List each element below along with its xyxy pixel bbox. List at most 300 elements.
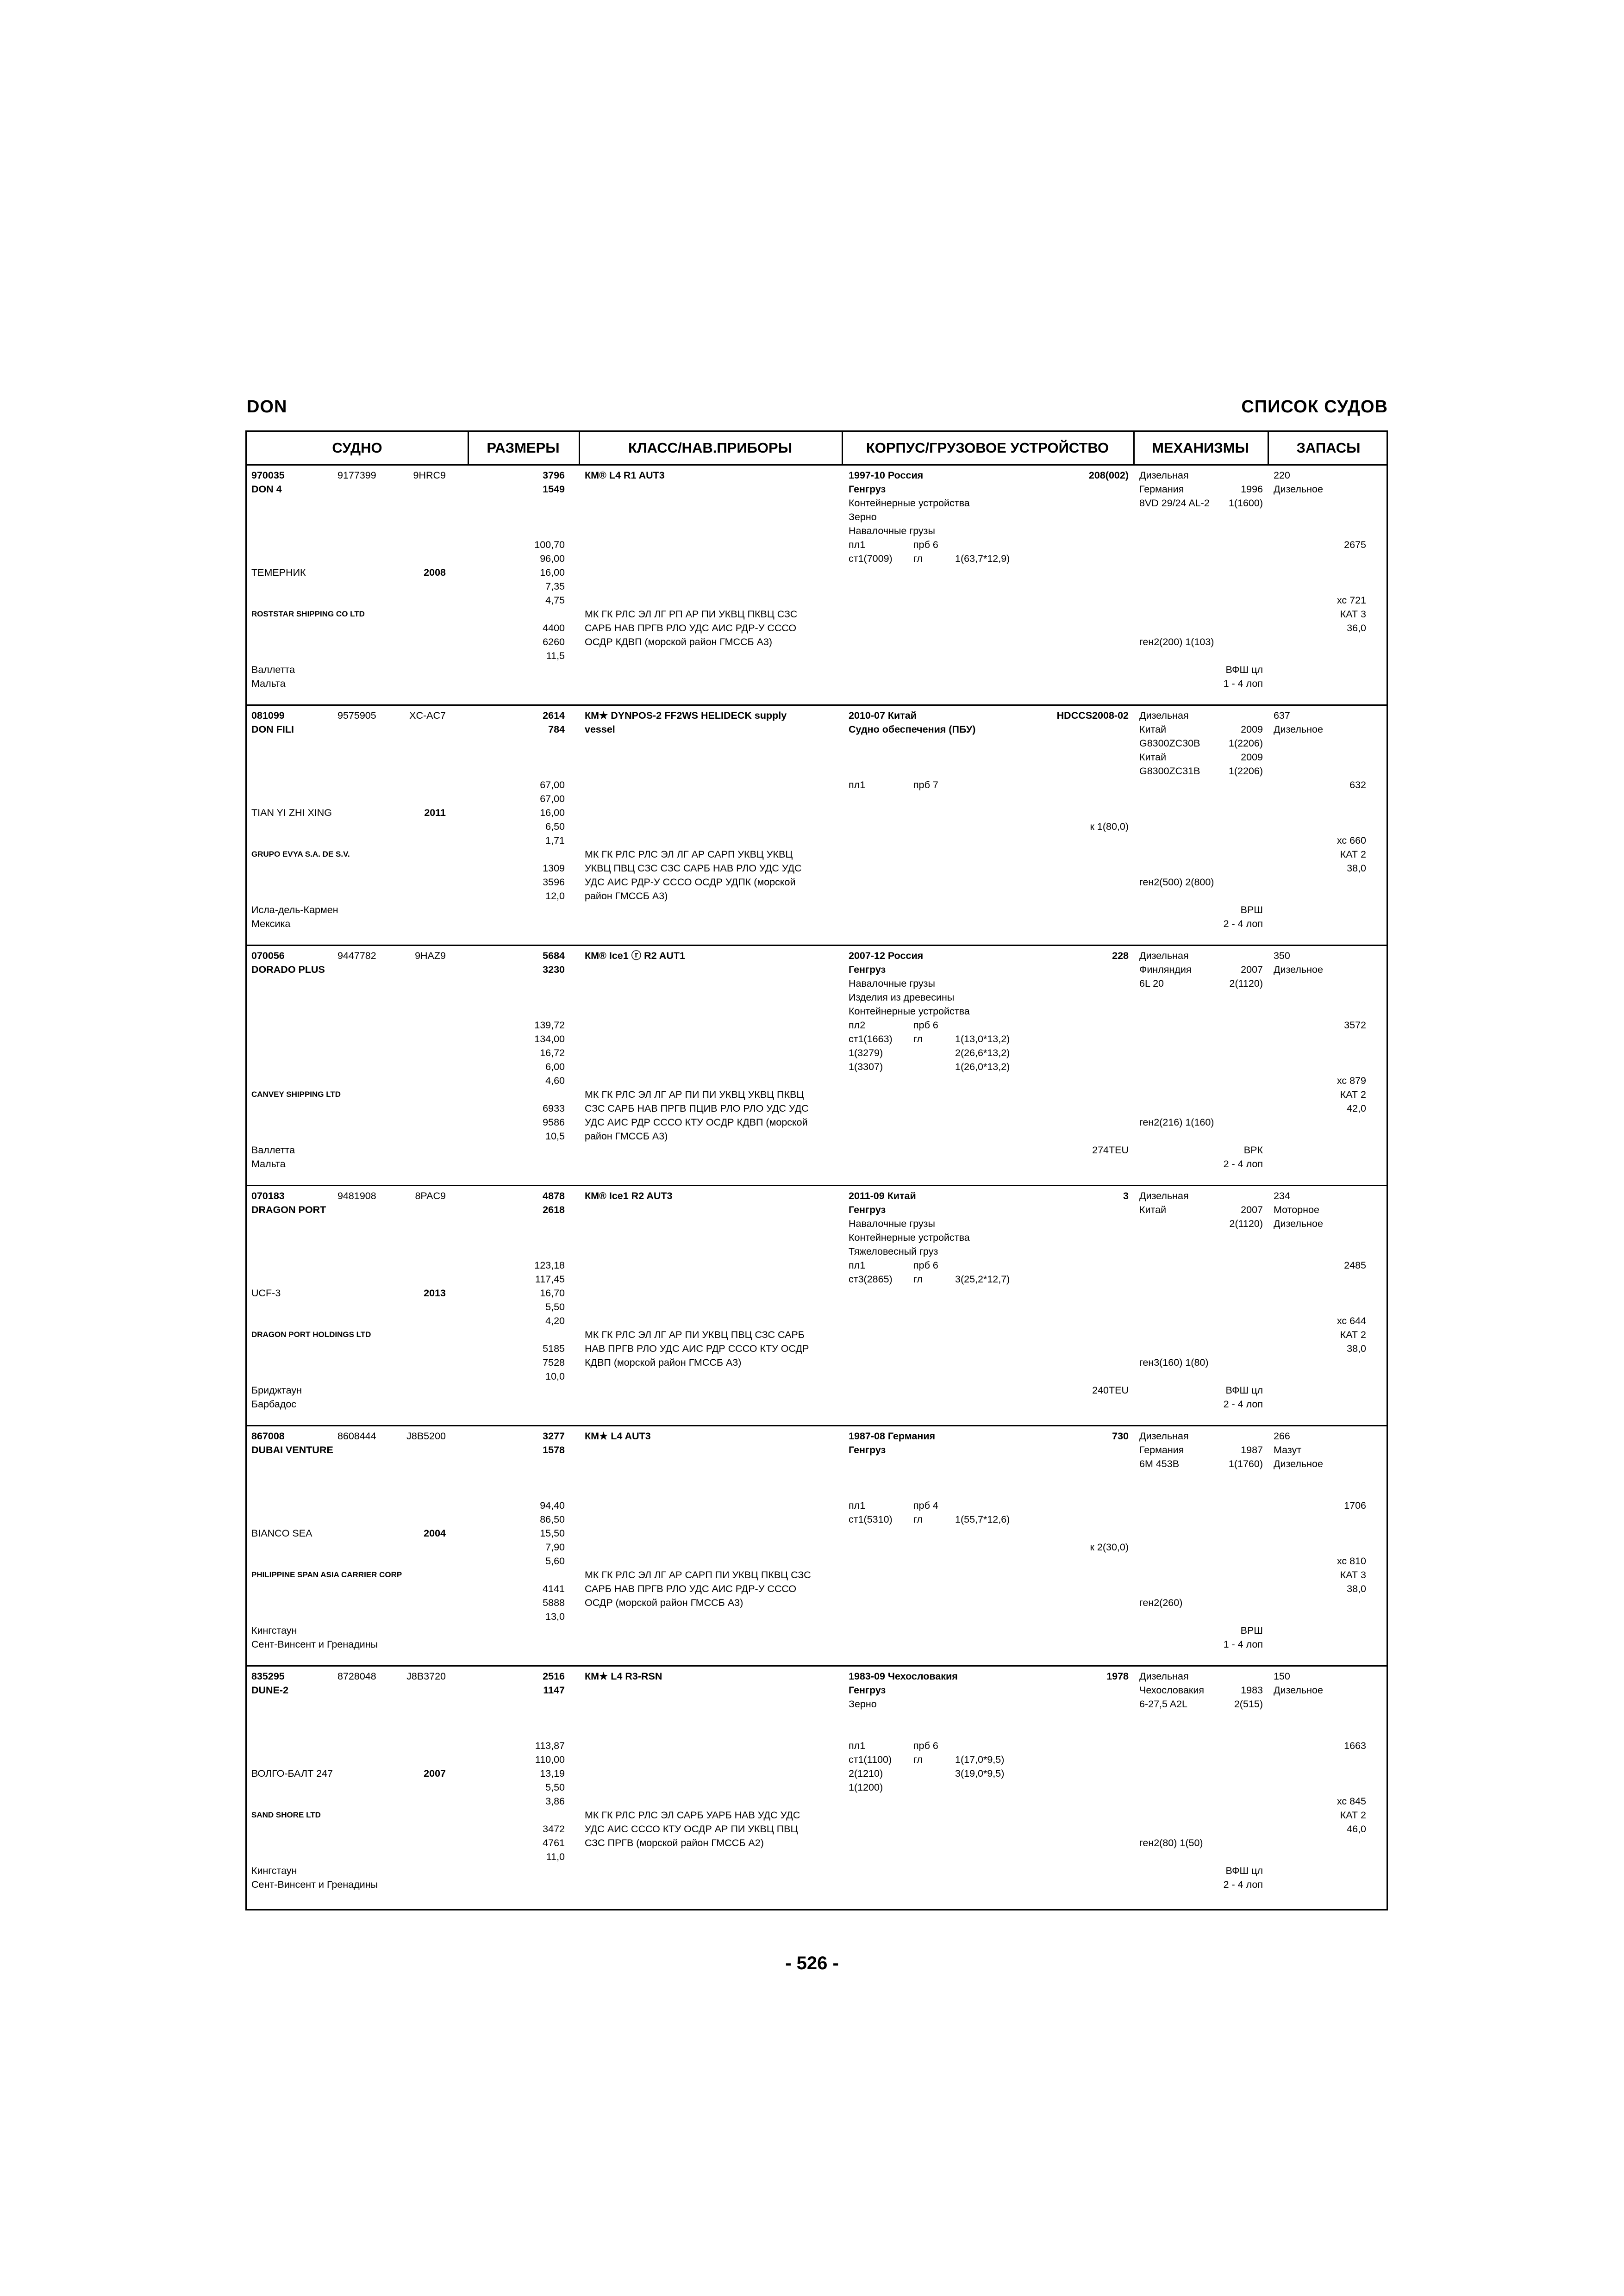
engine-info: G8300ZC30B	[1139, 738, 1200, 749]
dimension-value: 110,00	[535, 1754, 565, 1765]
vessel-name: DUBAI VENTURE	[251, 1444, 333, 1456]
propeller-blades: 1 - 4 лоп	[1223, 678, 1263, 689]
hatch-size: 3(25,2*12,7)	[955, 1274, 1010, 1285]
dimension-value: 7,35	[545, 581, 565, 592]
flag-state: Сент-Винсент и Гренадины	[251, 1639, 378, 1650]
engine-info: 8VD 29/24 AL-2	[1139, 498, 1210, 509]
column-header-dimensions: РАЗМЕРЫ	[487, 440, 560, 456]
nav-equipment-line: МК ГК РЛС ЭЛ ЛГ АР ПИ УКВЦ ПВЦ СЗС САРБ	[585, 1329, 805, 1340]
engine-detail: 2007	[1241, 1204, 1263, 1215]
flag-state: Мексика	[251, 918, 291, 929]
supply-value: хс 660	[1337, 835, 1366, 846]
engine-info: Дизельная	[1139, 1671, 1189, 1682]
former-name-year: 2008	[424, 567, 446, 578]
hold-capacity: ст3(2865)	[849, 1274, 893, 1285]
engine-info: Дизельная	[1139, 950, 1189, 961]
dimension-value: 13,19	[540, 1768, 565, 1779]
net-tonnage: 1147	[543, 1685, 565, 1696]
supply-value: хс 879	[1337, 1075, 1366, 1086]
supply-value: хс 644	[1337, 1315, 1366, 1326]
supply-value: 46,0	[1347, 1823, 1366, 1835]
project-number: 3	[1123, 1190, 1129, 1201]
page-number: - 526 -	[785, 1953, 839, 1973]
nav-equipment-line: НАВ ПРГВ РЛО УДС АИС РДР СССО КТУ ОСДР	[585, 1343, 809, 1354]
hatch-type: прб 6	[913, 1260, 938, 1271]
supply-category: КАТ 2	[1340, 849, 1366, 860]
gross-tonnage: 4878	[543, 1190, 565, 1201]
hatch-size: 1(26,0*13,2)	[955, 1061, 1010, 1072]
running-header-right: СПИСОК СУДОВ	[1241, 397, 1388, 417]
propeller-blades: 1 - 4 лоп	[1223, 1639, 1263, 1650]
dimension-value: 5888	[543, 1597, 565, 1608]
fuel-type: Дизельное	[1274, 1218, 1323, 1229]
port-of-registry: Валлетта	[251, 664, 295, 675]
supply-value: 38,0	[1347, 1343, 1366, 1354]
dimension-value: 67,00	[540, 779, 565, 790]
flag-state: Барбадос	[251, 1399, 297, 1410]
generator-info: ген2(216) 1(160)	[1139, 1117, 1214, 1128]
cargo-type: Контейнерные устройства	[849, 1232, 970, 1243]
supply-category: КАТ 2	[1340, 1089, 1366, 1100]
dimension-value: 3,86	[545, 1796, 565, 1807]
dimension-value: 11,0	[546, 1851, 565, 1862]
nav-equipment-line: МК ГК РЛС РЛС ЭЛ ЛГ АР САРП УКВЦ УКВЦ	[585, 849, 793, 860]
hatch-size: 2(26,6*13,2)	[955, 1047, 1010, 1058]
net-tonnage: 784	[548, 724, 565, 735]
cargo-type: Контейнерные устройства	[849, 1006, 970, 1017]
column-header-hull: КОРПУС/ГРУЗОВОЕ УСТРОЙСТВО	[866, 440, 1109, 456]
dimension-value: 5185	[543, 1343, 565, 1354]
dimension-value: 5,60	[545, 1556, 565, 1567]
generator-info: ген2(260)	[1139, 1597, 1183, 1608]
call-sign: 9HAZ9	[415, 950, 446, 961]
engine-info: Дизельная	[1139, 1431, 1189, 1442]
header-divider	[579, 432, 580, 464]
net-tonnage: 1578	[543, 1444, 565, 1456]
cargo-type: Контейнерные устройства	[849, 498, 970, 509]
container-capacity: 274TEU	[1092, 1145, 1129, 1156]
dimension-value: 67,00	[540, 793, 565, 804]
nav-equipment-line: район ГМССБ А3)	[585, 1131, 668, 1142]
fuel-type: Дизельное	[1274, 1458, 1323, 1469]
supply-value: 1663	[1344, 1740, 1366, 1751]
hold-capacity: пл2	[849, 1020, 866, 1031]
build-year-country: 1983-09 Чехословакия	[849, 1671, 958, 1682]
supply-value: 38,0	[1347, 1583, 1366, 1594]
dimension-value: 13,0	[545, 1611, 565, 1622]
build-year-country: 2007-12 Россия	[849, 950, 924, 961]
engine-info: Дизельная	[1139, 710, 1189, 721]
former-name-year: 2004	[424, 1528, 446, 1539]
port-of-registry: Кингстаун	[251, 1865, 297, 1876]
dimension-value: 4141	[543, 1583, 565, 1594]
nav-equipment-line: СЗС САРБ НАВ ПРГВ ПЦИВ РЛО РЛО УДС УДС	[585, 1103, 809, 1114]
net-tonnage: 1549	[543, 484, 565, 495]
dimension-value: 3596	[543, 877, 565, 888]
cargo-type: Генгруз	[849, 1204, 886, 1215]
vessel-name: DON FILI	[251, 724, 294, 735]
class-notation: КМ★ L4 AUT3	[585, 1431, 651, 1442]
build-year-country: 1987-08 Германия	[849, 1431, 936, 1442]
engine-detail: 1(2206)	[1228, 765, 1263, 777]
former-name: ТЕМЕРНИК	[251, 567, 306, 578]
hold-capacity: пл1	[849, 539, 866, 550]
propeller-blades: 2 - 4 лоп	[1223, 1158, 1263, 1170]
hatch-size: 1(17,0*9,5)	[955, 1754, 1005, 1765]
cargo-type: Навалочные грузы	[849, 978, 935, 989]
call-sign: J8B3720	[406, 1671, 446, 1682]
build-year-country: 1997-10 Россия	[849, 470, 924, 481]
flag-state: Мальта	[251, 1158, 286, 1170]
nav-equipment-line: МК ГК РЛС ЭЛ ЛГ АР САРП ПИ УКВЦ ПКВЦ СЗС	[585, 1569, 811, 1580]
engine-detail: 1996	[1241, 484, 1263, 495]
nav-equipment-line: УДС АИС СССО КТУ ОСДР АР ПИ УКВЦ ПВЦ	[585, 1823, 798, 1835]
ship-record	[247, 946, 1387, 1186]
vessel-name: DUNE-2	[251, 1685, 289, 1696]
hold-capacity: ст1(1663)	[849, 1033, 893, 1045]
ship-record	[247, 466, 1387, 706]
supply-value: 2485	[1344, 1260, 1366, 1271]
dimension-value: 5,50	[545, 1301, 565, 1313]
fuel-type: Дизельное	[1274, 484, 1323, 495]
cargo-type: Навалочные грузы	[849, 1218, 935, 1229]
column-header-class: КЛАСС/НАВ.ПРИБОРЫ	[628, 440, 793, 456]
nav-equipment-line: ОСДР КДВП (морской район ГМССБ А3)	[585, 636, 773, 647]
engine-detail: 2(515)	[1234, 1699, 1263, 1710]
imo-number: 9575905	[337, 710, 376, 721]
supply-category: КАТ 2	[1340, 1329, 1366, 1340]
dimension-value: 4,75	[545, 595, 565, 606]
ship-record	[247, 1186, 1387, 1426]
dimension-value: 3472	[543, 1823, 565, 1835]
engine-detail: 2009	[1241, 724, 1263, 735]
fuel-capacity: 220	[1274, 470, 1290, 481]
dimension-value: 5,50	[545, 1782, 565, 1793]
project-number: 1978	[1106, 1671, 1129, 1682]
net-tonnage: 3230	[543, 964, 565, 975]
call-sign: 9HRC9	[413, 470, 446, 481]
dimension-value: 123,18	[534, 1260, 565, 1271]
cargo-type: Судно обеспечения (ПБУ)	[849, 724, 976, 735]
call-sign: 8PAC9	[415, 1190, 446, 1201]
dimension-value: 86,50	[540, 1514, 565, 1525]
vessel-name: DRAGON PORT	[251, 1204, 326, 1215]
build-year-country: 2011-09 Китай	[849, 1190, 916, 1201]
dimension-value: 4,20	[545, 1315, 565, 1326]
net-tonnage: 2618	[543, 1204, 565, 1215]
fuel-capacity: 637	[1274, 710, 1290, 721]
header-divider	[842, 432, 843, 464]
registry-number: 835295	[251, 1671, 285, 1682]
dimension-value: 100,70	[534, 539, 565, 550]
supply-category: КАТ 2	[1340, 1810, 1366, 1821]
engine-info: 6L 20	[1139, 978, 1164, 989]
port-of-registry: Кингстаун	[251, 1625, 297, 1636]
dimension-value: 134,00	[534, 1033, 565, 1045]
supply-value: 1706	[1344, 1500, 1366, 1511]
owner-name: SAND SHORE LTD	[251, 1811, 321, 1819]
supply-value: хс 845	[1337, 1796, 1366, 1807]
owner-name: ROSTSTAR SHIPPING CO LTD	[251, 610, 365, 618]
dimension-value: 11,5	[546, 650, 565, 661]
propeller-blades: 2 - 4 лоп	[1223, 918, 1263, 929]
hatch-type: гл	[913, 553, 923, 564]
propeller-type: ВРК	[1243, 1145, 1263, 1156]
dimension-value: 10,0	[545, 1371, 565, 1382]
hatch-type: прб 6	[913, 539, 938, 550]
engine-info: Китай	[1139, 752, 1167, 763]
dimension-value: 6933	[543, 1103, 565, 1114]
dimension-value: 16,00	[540, 807, 565, 818]
gross-tonnage: 3277	[543, 1431, 565, 1442]
hatch-size: 1(63,7*12,9)	[955, 553, 1010, 564]
dimension-value: 4400	[543, 622, 565, 634]
hold-capacity: 2(1210)	[849, 1768, 883, 1779]
engine-detail: 1983	[1241, 1685, 1263, 1696]
hold-capacity: 1(3307)	[849, 1061, 883, 1072]
hold-capacity: пл1	[849, 1740, 866, 1751]
cargo-type: Зерно	[849, 511, 877, 523]
supply-category: КАТ 3	[1340, 1569, 1366, 1580]
port-of-registry: Исла-дель-Кармен	[251, 904, 338, 915]
supply-value: 42,0	[1347, 1103, 1366, 1114]
dimension-value: 16,00	[540, 567, 565, 578]
project-number: 208(002)	[1088, 470, 1129, 481]
dimension-value: 117,45	[535, 1274, 565, 1285]
supply-value: 2675	[1344, 539, 1366, 550]
engine-detail: 2009	[1241, 752, 1263, 763]
engine-detail: 1(1600)	[1228, 498, 1263, 509]
build-year-country: 2010-07 Китай	[849, 710, 917, 721]
hold-capacity: пл1	[849, 1260, 866, 1271]
engine-info: Китай	[1139, 724, 1167, 735]
registry-number: 867008	[251, 1431, 285, 1442]
class-notation: КМ® Ice1 R2 AUT3	[585, 1190, 673, 1201]
column-header-supplies: ЗАПАСЫ	[1296, 440, 1361, 456]
registry-number: 970035	[251, 470, 285, 481]
dimension-value: 1,71	[545, 835, 565, 846]
nav-equipment-line: МК ГК РЛС ЭЛ ЛГ РП АР ПИ УКВЦ ПКВЦ СЗС	[585, 609, 798, 620]
propeller-type: ВФШ цл	[1225, 1385, 1263, 1396]
hatch-type: прб 6	[913, 1020, 938, 1031]
propeller-type: ВРШ	[1240, 1625, 1263, 1636]
project-number: HDCCS2008-02	[1056, 710, 1129, 721]
supply-value: 38,0	[1347, 863, 1366, 874]
project-number: 730	[1112, 1431, 1129, 1442]
hold-capacity: пл1	[849, 779, 866, 790]
cargo-type: Зерно	[849, 1699, 877, 1710]
engine-detail: 2(1120)	[1229, 978, 1263, 989]
gross-tonnage: 2516	[543, 1671, 565, 1682]
dimension-value: 139,72	[534, 1020, 565, 1031]
generator-info: ген2(200) 1(103)	[1139, 636, 1214, 647]
cargo-type: Навалочные грузы	[849, 525, 935, 536]
dimension-value: 10,5	[545, 1131, 565, 1142]
engine-info: Чехословакия	[1139, 1685, 1204, 1696]
dimension-value: 16,72	[540, 1047, 565, 1058]
cargo-type: Генгруз	[849, 964, 886, 975]
former-name: ВОЛГО-БАЛТ 247	[251, 1768, 333, 1779]
dimension-value: 4761	[543, 1837, 565, 1848]
hatch-size: 1(13,0*13,2)	[955, 1033, 1010, 1045]
registry-number: 070056	[251, 950, 285, 961]
dimension-value: 4,60	[545, 1075, 565, 1086]
fuel-capacity: 150	[1274, 1671, 1290, 1682]
supply-value: 3572	[1344, 1020, 1366, 1031]
hold-capacity: ст1(1100)	[849, 1754, 892, 1765]
nav-equipment-line: КДВП (морской район ГМССБ А3)	[585, 1357, 742, 1368]
dimension-value: 1309	[543, 863, 565, 874]
hatch-type: гл	[913, 1514, 923, 1525]
dimension-value: 7,90	[545, 1542, 565, 1553]
generator-info: ген2(500) 2(800)	[1139, 877, 1214, 888]
column-header-vessel: СУДНО	[332, 440, 382, 456]
header-divider	[468, 432, 469, 464]
crane-capacity: к 1(80,0)	[1090, 821, 1129, 832]
hold-capacity: ст1(5310)	[849, 1514, 893, 1525]
dimension-value: 7528	[543, 1357, 565, 1368]
hold-capacity: 1(1200)	[849, 1782, 883, 1793]
propeller-blades: 2 - 4 лоп	[1223, 1879, 1263, 1890]
fuel-type: Дизельное	[1274, 964, 1323, 975]
engine-info: Дизельная	[1139, 1190, 1189, 1201]
former-name-year: 2011	[424, 807, 446, 818]
dimension-value: 6260	[543, 636, 565, 647]
nav-equipment-line: УДС АИС РДР СССО КТУ ОСДР КДВП (морской	[585, 1117, 808, 1128]
hold-capacity: пл1	[849, 1500, 866, 1511]
registry-number: 070183	[251, 1190, 285, 1201]
class-notation: КМ★ DYNPOS-2 FF2WS HELIDECK supply	[585, 710, 787, 721]
nav-equipment-line: МК ГК РЛС ЭЛ ЛГ АР ПИ ПИ УКВЦ УКВЦ ПКВЦ	[585, 1089, 804, 1100]
nav-equipment-line: УДС АИС РДР-У СССО ОСДР УДПК (морской	[585, 877, 796, 888]
ship-record	[247, 1667, 1387, 1907]
supply-category: КАТ 3	[1340, 609, 1366, 620]
header-divider	[1268, 432, 1269, 464]
propeller-type: ВФШ цл	[1225, 664, 1263, 675]
hold-capacity: ст1(7009)	[849, 553, 893, 564]
fuel-capacity: 266	[1274, 1431, 1290, 1442]
dimension-value: 16,70	[540, 1288, 565, 1299]
column-header-machinery: МЕХАНИЗМЫ	[1152, 440, 1249, 456]
ship-record	[247, 706, 1387, 946]
hatch-type: прб 4	[913, 1500, 938, 1511]
engine-detail: 1(1760)	[1228, 1458, 1263, 1469]
nav-equipment-line: САРБ НАВ ПРГВ РЛО УДС АИС РДР-У СССО	[585, 1583, 797, 1594]
flag-state: Мальта	[251, 678, 286, 689]
supply-value: 36,0	[1347, 622, 1366, 634]
engine-info: Германия	[1139, 1444, 1184, 1456]
ship-register-table	[245, 430, 1388, 1910]
generator-info: ген2(80) 1(50)	[1139, 1837, 1203, 1848]
former-name-year: 2013	[424, 1288, 446, 1299]
fuel-capacity: 350	[1274, 950, 1290, 961]
imo-number: 8608444	[337, 1431, 376, 1442]
fuel-type: Моторное	[1274, 1204, 1319, 1215]
crane-capacity: к 2(30,0)	[1090, 1542, 1129, 1553]
propeller-type: ВФШ цл	[1225, 1865, 1263, 1876]
class-notation: КМ★ L4 R3-RSN	[585, 1671, 662, 1682]
supply-value: хс 721	[1337, 595, 1366, 606]
owner-name: PHILIPPINE SPAN ASIA CARRIER CORP	[251, 1570, 402, 1579]
engine-detail: 1987	[1241, 1444, 1263, 1456]
owner-name: GRUPO EVYA S.A. DE S.V.	[251, 850, 350, 859]
nav-equipment-line: СЗС ПРГВ (морской район ГМССБ А2)	[585, 1837, 764, 1848]
call-sign: J8B5200	[406, 1431, 446, 1442]
engine-detail: 2007	[1241, 964, 1263, 975]
vessel-name: DORADO PLUS	[251, 964, 325, 975]
fuel-type: Дизельное	[1274, 724, 1323, 735]
nav-equipment-line: САРБ НАВ ПРГВ РЛО УДС АИС РДР-У СССО	[585, 622, 797, 634]
cargo-type: Генгруз	[849, 484, 886, 495]
engine-info: Германия	[1139, 484, 1184, 495]
owner-name: DRAGON PORT HOLDINGS LTD	[251, 1330, 371, 1339]
gross-tonnage: 3796	[543, 470, 565, 481]
supply-value: 632	[1349, 779, 1366, 790]
fuel-type: Дизельное	[1274, 1685, 1323, 1696]
fuel-type: Мазут	[1274, 1444, 1302, 1456]
nav-equipment-line: УКВЦ ПВЦ СЗС СЗС САРБ НАВ РЛО УДС УДС	[585, 863, 802, 874]
class-notation-cont: vessel	[585, 724, 615, 735]
imo-number: 9447782	[337, 950, 376, 961]
port-of-registry: Бриджтаун	[251, 1385, 302, 1396]
former-name: UCF-3	[251, 1288, 281, 1299]
dimension-value: 6,00	[545, 1061, 565, 1072]
engine-info: 6M 453B	[1139, 1458, 1180, 1469]
hatch-type: гл	[913, 1033, 923, 1045]
engine-detail: 1(2206)	[1228, 738, 1263, 749]
hatch-type: гл	[913, 1754, 923, 1765]
owner-name: CANVEY SHIPPING LTD	[251, 1090, 341, 1099]
class-notation: КМ® Ice1 ⓡ R2 AUT1	[585, 950, 685, 961]
hatch-type: прб 6	[913, 1740, 938, 1751]
supply-value: хс 810	[1337, 1556, 1366, 1567]
engine-info: Финляндия	[1139, 964, 1192, 975]
engine-info: 6-27,5 A2L	[1139, 1699, 1188, 1710]
nav-equipment-line: МК ГК РЛС РЛС ЭЛ САРБ УАРБ НАВ УДС УДС	[585, 1810, 800, 1821]
cargo-type: Изделия из древесины	[849, 992, 955, 1003]
running-header-left: DON	[247, 397, 287, 417]
dimension-value: 6,50	[545, 821, 565, 832]
registry-number: 081099	[251, 710, 285, 721]
engine-info: G8300ZC31B	[1139, 765, 1200, 777]
project-number: 228	[1112, 950, 1129, 961]
hatch-type: гл	[913, 1274, 923, 1285]
container-capacity: 240TEU	[1092, 1385, 1129, 1396]
dimension-value: 9586	[543, 1117, 565, 1128]
fuel-capacity: 234	[1274, 1190, 1290, 1201]
former-name: TIAN YI ZHI XING	[251, 807, 332, 818]
nav-equipment-line: район ГМССБ А3)	[585, 890, 668, 902]
propeller-type: ВРШ	[1240, 904, 1263, 915]
engine-info: Китай	[1139, 1204, 1167, 1215]
dimension-value: 94,40	[540, 1500, 565, 1511]
hatch-type: прб 7	[913, 779, 938, 790]
former-name: BIANCO SEA	[251, 1528, 312, 1539]
cargo-type: Генгруз	[849, 1685, 886, 1696]
class-notation: КМ® L4 R1 AUT3	[585, 470, 665, 481]
engine-info: Дизельная	[1139, 470, 1189, 481]
gross-tonnage: 5684	[543, 950, 565, 961]
former-name-year: 2007	[424, 1768, 446, 1779]
gross-tonnage: 2614	[543, 710, 565, 721]
cargo-type: Генгруз	[849, 1444, 886, 1456]
hold-capacity: 1(3279)	[849, 1047, 883, 1058]
header-divider	[1133, 432, 1135, 464]
cargo-type: Тяжеловесный груз	[849, 1246, 938, 1257]
flag-state: Сент-Винсент и Гренадины	[251, 1879, 378, 1890]
imo-number: 9481908	[337, 1190, 376, 1201]
engine-detail: 2(1120)	[1229, 1218, 1263, 1229]
